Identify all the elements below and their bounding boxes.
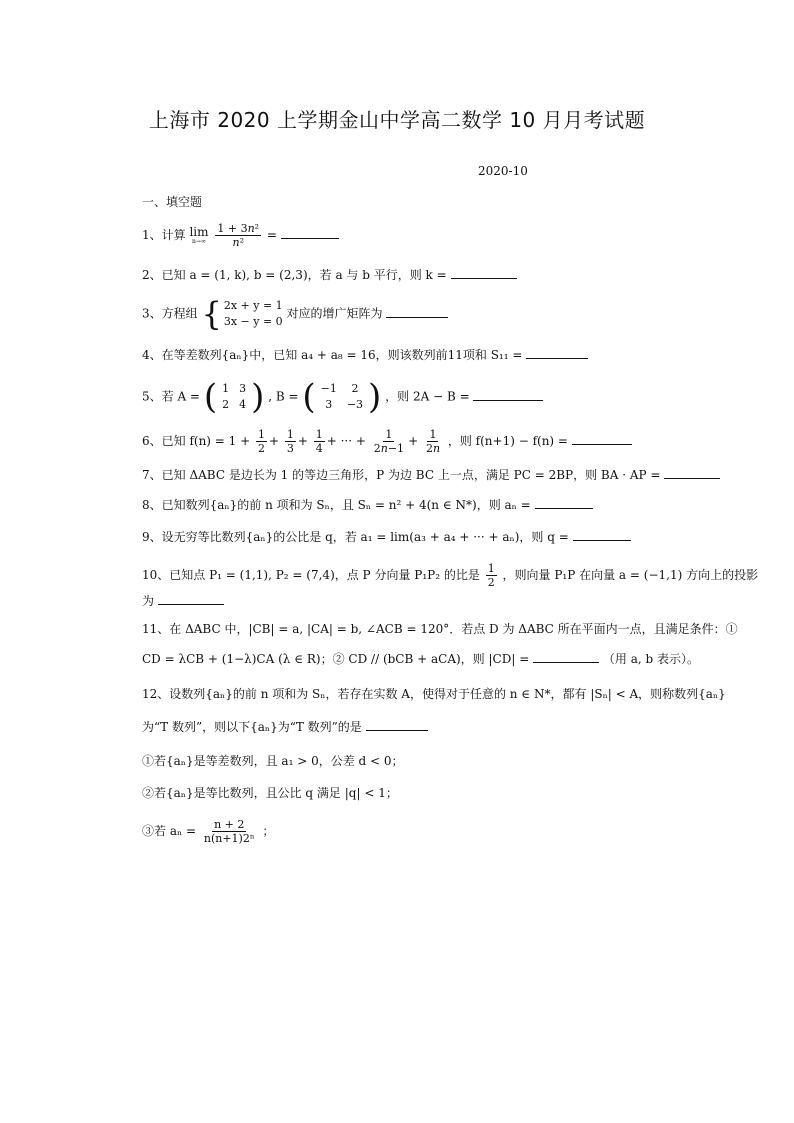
question-5 <box>142 377 543 417</box>
question-1-prefix: 1、计算 <box>142 228 186 242</box>
answer-blank <box>386 305 448 318</box>
question-4 <box>142 346 588 364</box>
question-9 <box>142 528 631 546</box>
answer-blank <box>451 266 517 279</box>
question-12-line1: 12、设数列{aₙ}的前 n 项和为 Sₙ，若存在实数 A，使得对于任意的 n ∈ N*，都有 |Sₙ| < A，则称数列{aₙ} <box>142 687 726 701</box>
answer-blank <box>366 718 428 731</box>
question-8-text: 8、已知数列{aₙ}的前 n 项和为 Sₙ，且 Sₙ = n² + 4(n ∈ N*)，则 aₙ = <box>142 498 531 512</box>
question-11-suffix: （用 a, b 表示）。 <box>602 652 700 666</box>
question-3-suffix: 对应的增广矩阵为 <box>286 306 383 321</box>
question-12-line-2 <box>142 718 428 736</box>
equation-row-2: 3x − y = 0 <box>223 315 283 328</box>
question-9-text: 9、设无穷等比数列{aₙ}的公比是 q，若 a₁ = lim(a₃ + a₄ + ··· + aₙ)，则 q = <box>142 530 569 544</box>
fraction: $\frac{1}{2n}$ <box>425 428 441 455</box>
option-3 <box>142 818 274 845</box>
question-7 <box>142 466 720 484</box>
fraction: $\frac{1}{4}$ <box>315 428 323 455</box>
question-5-prefix: 5、若 A = <box>142 389 200 404</box>
fraction-denominator: n(n+1)2ⁿ <box>203 832 255 845</box>
equation-row-1: 2x + y = 1 <box>223 299 283 312</box>
answer-blank <box>573 528 631 541</box>
answer-blank <box>664 466 720 479</box>
fraction: $\frac{1}{2}$ <box>487 562 495 589</box>
fraction-numerator: n + 2 <box>214 818 245 831</box>
answer-blank <box>572 432 632 445</box>
fraction: $\frac{1}{3}$ <box>286 428 294 455</box>
question-2-text: 2、已知 a = (1, k), b = (2,3)，若 a 与 b 平行，则 k = <box>142 268 447 282</box>
question-12-line2: 为“T 数列”，则以下{aₙ}为“T 数列”的是 <box>142 720 362 734</box>
answer-blank <box>473 388 543 401</box>
question-12 <box>142 685 726 703</box>
question-3-prefix: 3、方程组 <box>142 306 198 321</box>
question-5-suffix: ，则 2A − B = <box>385 389 470 404</box>
limit-symbol: lim n→∞ <box>189 225 209 245</box>
answer-blank <box>526 346 588 359</box>
fraction <box>202 818 257 845</box>
question-6-suffix: ，则 f(n+1) − f(n) = <box>447 434 568 448</box>
fraction: $\frac{1}{2}$ <box>258 428 265 455</box>
question-10-line2-text: 为 <box>142 594 155 608</box>
question-10-line-2 <box>142 592 224 610</box>
equation-system: { 2x + y = 1 3x − y = 0 <box>201 295 283 333</box>
answer-blank <box>158 592 224 605</box>
question-11 <box>142 620 738 638</box>
option-3-prefix: ③若 aₙ = <box>142 824 197 838</box>
question-8 <box>142 496 593 514</box>
question-1: 1、计算 lim n→∞ $\frac{\text{1 + 3n²}}{\text{n²}}$ = <box>142 222 339 249</box>
exam-date: 2020-10 <box>478 164 528 178</box>
section-heading: 一、填空题 <box>142 195 203 209</box>
question-10-suffix: ，则向量 P₁P 在向量 a = (−1,1) 方向上的投影 <box>502 568 759 582</box>
question-10 <box>142 562 758 589</box>
page-title: 上海市 2020 上学期金山中学高二数学 10 月月考试题 <box>148 108 646 132</box>
question-5-mid: , B = <box>268 389 299 404</box>
option-2: ②若{aₙ}是等比数列，且公比 q 满足 |q| < 1； <box>142 786 398 800</box>
question-3 <box>142 295 448 333</box>
question-10-text: 10、已知点 P₁ = (1,1), P₂ = (7,4)，点 P 分向量 P₁P₂ 的比是 <box>142 568 480 582</box>
matrix-a: ( 1 3 2 4 ) <box>203 377 265 417</box>
question-2 <box>142 266 517 284</box>
matrix-b: ( −1 2 3 −3 ) <box>302 377 382 417</box>
fraction: $\frac{\text{1 + 3n²}}{\text{n²}}$ <box>217 222 260 249</box>
answer-blank <box>535 496 593 509</box>
option-3-suffix: ； <box>262 824 275 838</box>
question-11-line-2 <box>142 650 699 668</box>
question-6-prefix: 6、已知 f(n) = 1 + <box>142 434 251 448</box>
question-4-text: 4、在等差数列{aₙ}中，已知 a₄ + a₈ = 16，则该数列前11项和 S₁₁ = <box>142 348 523 362</box>
option-1: ①若{aₙ}是等差数列，且 a₁ > 0，公差 d < 0； <box>142 754 404 768</box>
question-7-text: 7、已知 ΔABC 是边长为 1 的等边三角形，P 为边 BC 上一点，满足 PC = 2BP，则 BA · AP = <box>142 468 661 482</box>
question-11-line2: CD = λCB + (1−λ)CA (λ ∈ R)；② CD // (bCB + aCA)，则 |CD| = <box>142 652 530 666</box>
answer-blank <box>533 650 599 663</box>
answer-blank <box>281 226 339 239</box>
question-6: 6、已知 f(n) = 1 + $\frac{1}{2}$ + $\frac{1}{3}$ + $\frac{1}{4}$ + ··· + $\frac{1}{2n-1}$ + $\frac{1}{2n}$ ，则 f(n+1) − f(n) = <box>142 428 632 455</box>
fraction: $\frac{1}{2n-1}$ <box>373 428 405 455</box>
question-11-line1: 11、在 ΔABC 中，|CB| = a, |CA| = b, ∠ACB = 120°．若点 D 为 ΔABC 所在平面内一点，且满足条件：① <box>142 622 738 636</box>
